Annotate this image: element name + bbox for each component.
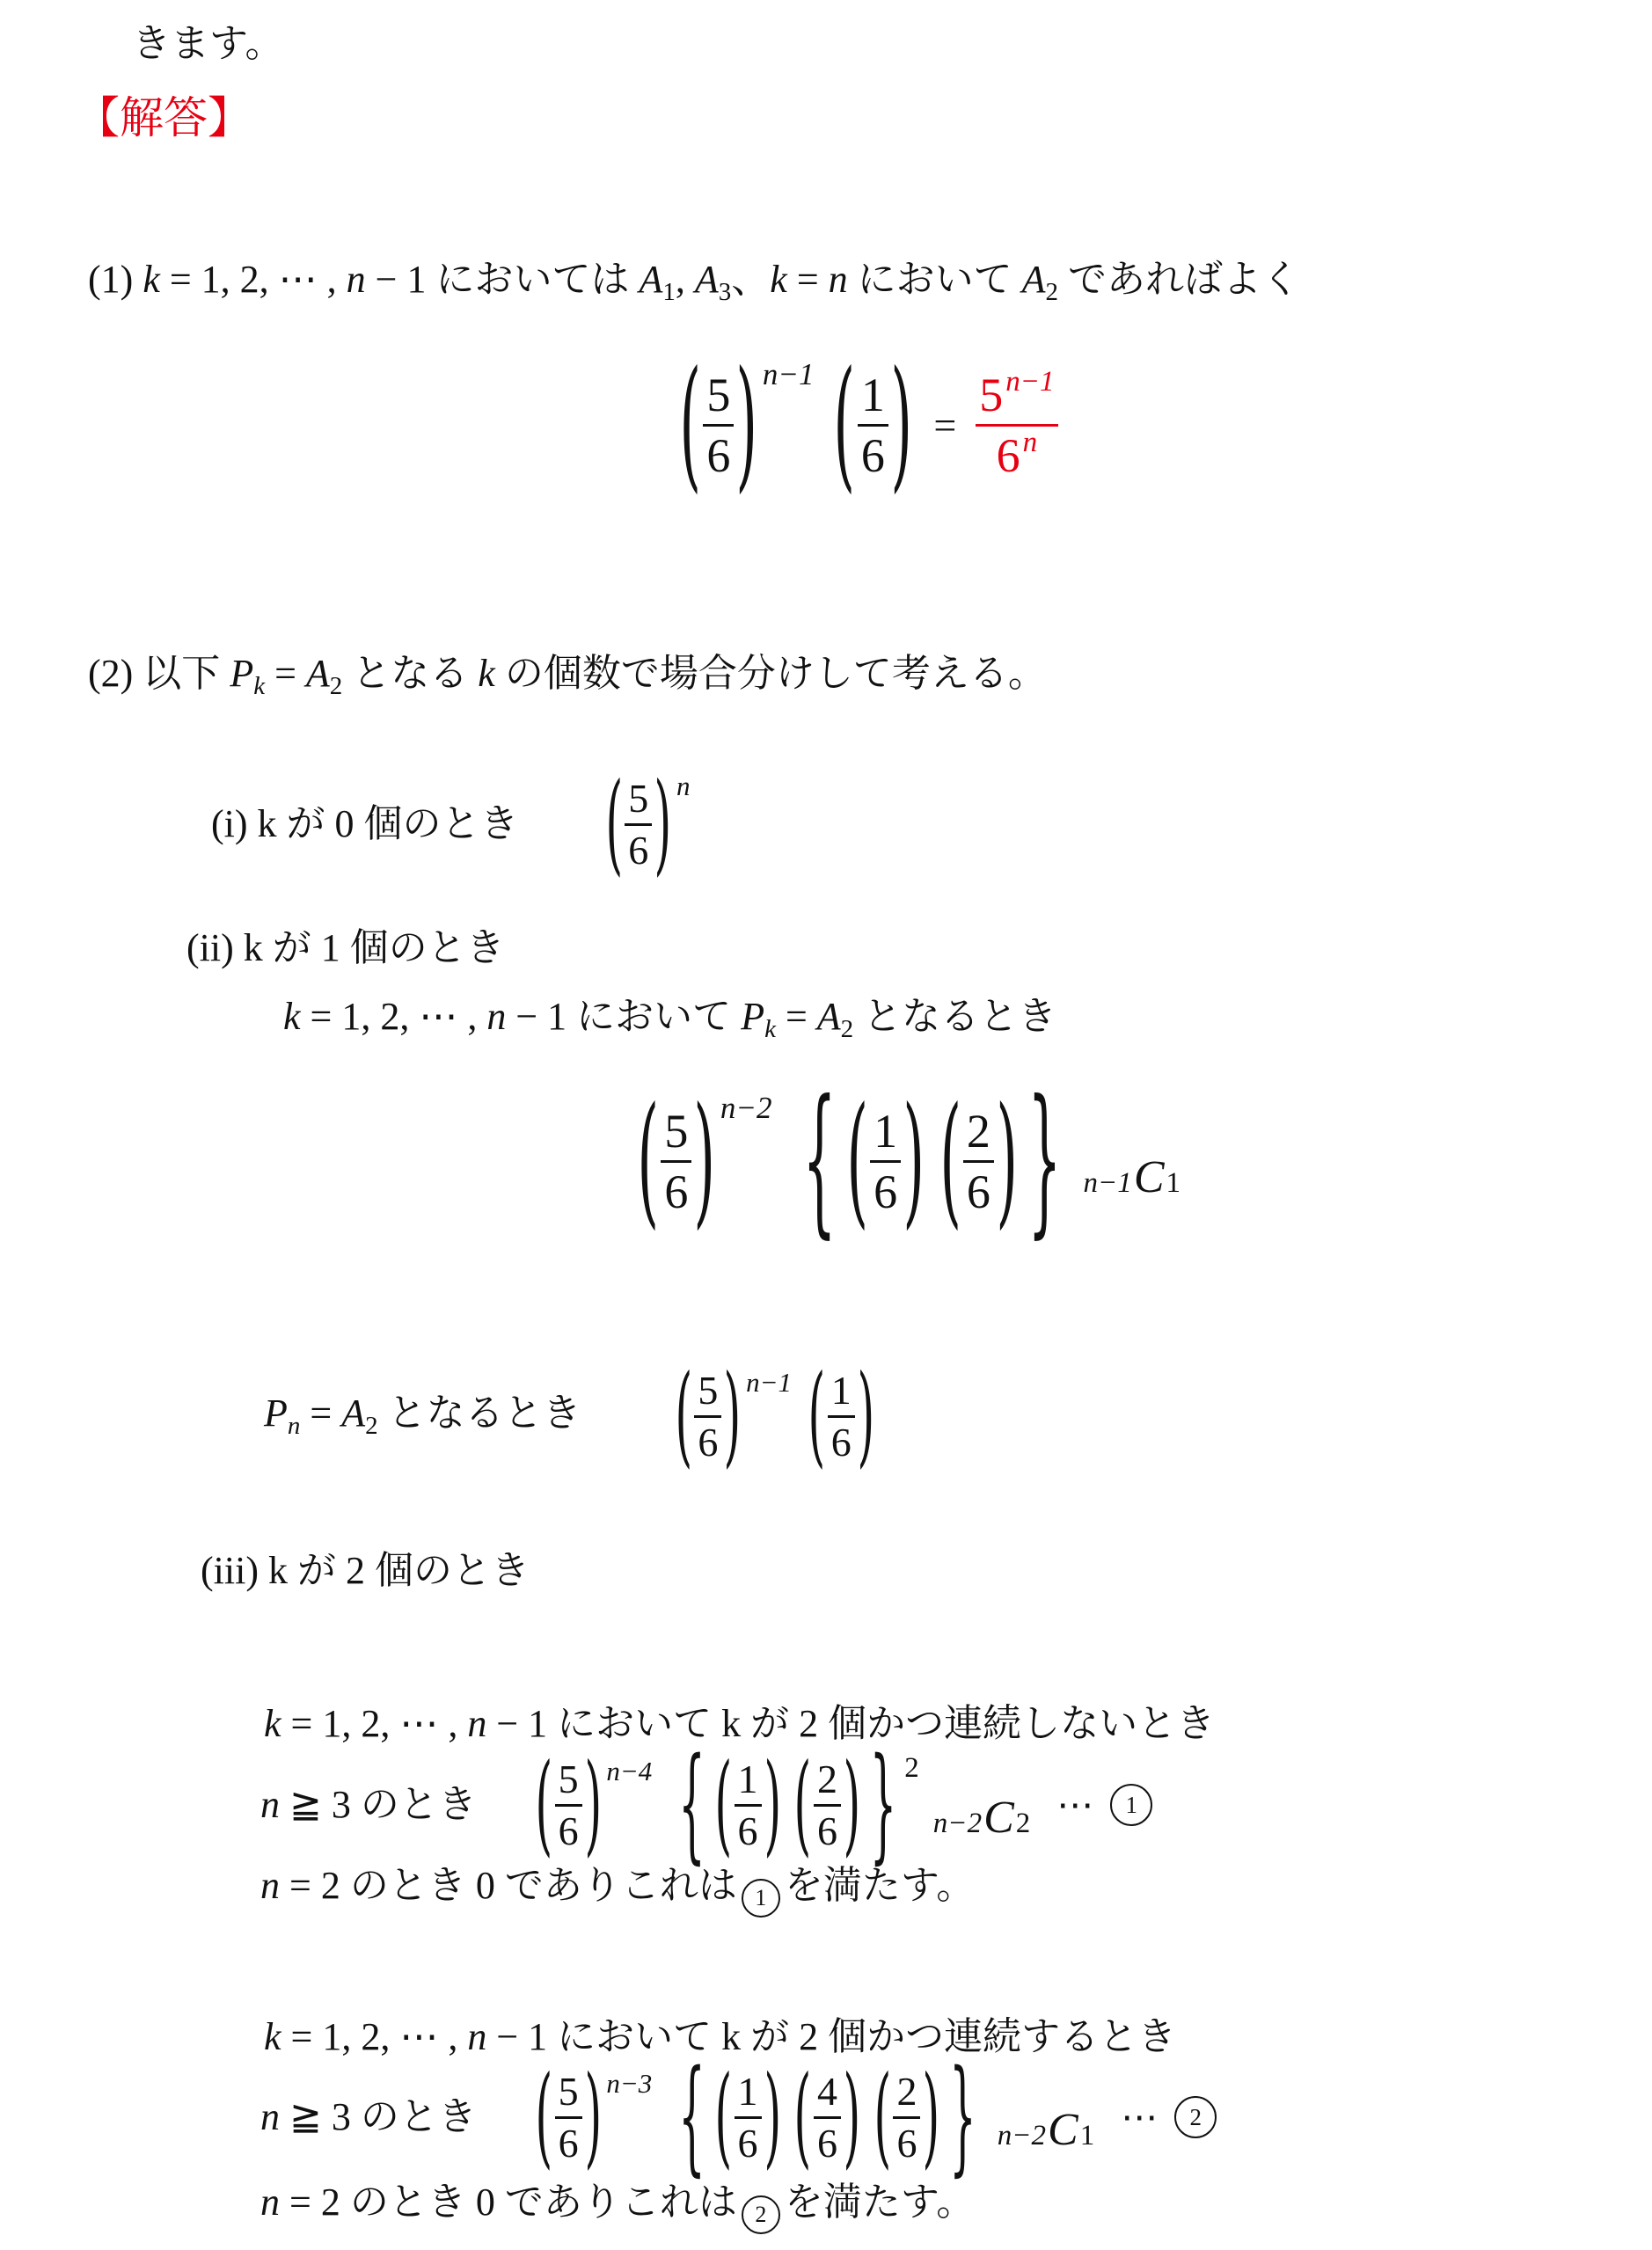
case-ii-pn-text	[264, 1391, 581, 1442]
case-ii-display-formula	[635, 1067, 1181, 1255]
case-iii-a-formula-line	[260, 1732, 1152, 1878]
paren-close: )	[723, 1352, 742, 1480]
fraction-5-6	[703, 369, 734, 481]
exponent: n	[676, 771, 691, 801]
text-segment: =	[775, 995, 817, 1038]
fraction-denominator: 6	[966, 1165, 990, 1218]
fraction-numerator: 5	[706, 368, 731, 421]
text-segment: n	[260, 2181, 280, 2224]
combination-subscript: 1	[1166, 1166, 1181, 1199]
text-segment: の個数で場合分けして考える。	[494, 652, 1047, 695]
text-segment: n	[260, 1864, 280, 1907]
fraction-5-6	[694, 1369, 721, 1465]
fraction-bar	[735, 2116, 762, 2119]
fraction-1-6	[828, 1369, 855, 1465]
tag-number: 1	[1125, 1791, 1138, 1818]
combination-symbol: C	[1048, 2104, 1078, 2155]
paren-close: )	[843, 2053, 861, 2181]
intro-line	[132, 19, 283, 68]
combination-pre-subscript: n−1	[1083, 1166, 1132, 1199]
text-segment: k	[283, 995, 301, 1038]
text-segment: − 1 において k が 2 個かつ連続しないとき	[486, 1702, 1216, 1745]
text-segment: P	[264, 1392, 288, 1435]
text-segment: = 2 のとき 0 でありこれは	[280, 1864, 737, 1907]
text-segment: n	[260, 2094, 280, 2138]
text-segment: ≧ 3 のとき	[280, 1782, 477, 1826]
fraction-denominator: 6	[896, 2120, 917, 2166]
text-segment: 3	[718, 278, 732, 306]
fraction-denominator: 6	[664, 1165, 689, 1218]
text-segment: A	[305, 652, 330, 695]
circled-number: 2	[742, 2195, 780, 2234]
fraction-numerator: 1	[737, 2068, 758, 2114]
combination-symbol: C	[983, 1792, 1014, 1843]
text-segment: ≧ 3 のとき	[280, 2094, 477, 2138]
text-segment: =	[786, 258, 829, 301]
fraction-bar	[555, 2116, 582, 2119]
text-segment: となるとき	[377, 1392, 581, 1435]
paren-close: )	[903, 1078, 925, 1245]
text-segment: 2	[1045, 278, 1059, 306]
fraction-denominator: 6	[817, 1808, 838, 1853]
n-ge-3-text	[260, 1782, 477, 1829]
fraction-bar	[828, 1415, 855, 1418]
text-segment: = 1, 2, ⋯ ,	[159, 258, 347, 301]
fraction-2-6	[814, 1757, 841, 1853]
fraction-denominator: 6	[558, 1808, 579, 1853]
text-segment: =	[300, 1392, 342, 1435]
combination-symbol: C	[1133, 1151, 1165, 1202]
fraction-1-6	[858, 369, 888, 481]
fraction-bar	[814, 2116, 841, 2119]
part1-display-formula	[677, 341, 1058, 508]
case-i-line	[211, 762, 691, 887]
text-segment: k	[478, 652, 495, 695]
text-segment: n	[467, 2015, 487, 2058]
brace-open: {	[678, 2044, 705, 2190]
case-iii-heading	[201, 1546, 530, 1595]
paren-close: )	[584, 2053, 602, 2181]
fraction-bar	[976, 424, 1057, 427]
exponent: n−4	[606, 1756, 653, 1786]
result-num-exponent: n−1	[1005, 365, 1055, 398]
paren-close: )	[735, 341, 758, 508]
fraction-numerator: 4	[817, 2068, 838, 2114]
fraction-5-6	[555, 2070, 582, 2166]
text-segment: を満たす。	[784, 2181, 976, 2224]
fraction-denominator: 6	[706, 428, 731, 482]
brace-close: }	[1027, 1067, 1062, 1255]
part2-statement	[88, 649, 1047, 702]
text-segment: (iii) k が 2 個のとき	[201, 1549, 530, 1592]
fraction-bar	[814, 1804, 841, 1807]
text-segment: (ii) k が 1 個のとき	[186, 926, 505, 969]
text-segment: A	[1021, 258, 1046, 301]
fraction-bar	[661, 1160, 691, 1163]
text-segment: = 1, 2, ⋯ ,	[281, 2015, 468, 2058]
text-segment: きます。	[132, 22, 284, 65]
case-ii-heading	[186, 924, 505, 972]
fraction-numerator: 5	[628, 775, 649, 821]
paren-close: )	[654, 760, 672, 888]
equation-tag	[1121, 2095, 1217, 2139]
part1-statement	[88, 255, 1300, 308]
case-iii-a-condition	[264, 1699, 1215, 1748]
circled-number	[1174, 2096, 1217, 2138]
brace-open: {	[802, 1067, 837, 1255]
text-segment: A	[639, 258, 663, 301]
text-segment: 2	[329, 672, 343, 700]
result-denominator	[993, 426, 1042, 482]
fraction-numerator: 1	[860, 368, 885, 421]
case-ii-line1	[283, 992, 1056, 1045]
fraction-denominator: 6	[558, 2120, 579, 2166]
fraction-bar	[963, 1160, 994, 1163]
result-den-base: 6	[996, 428, 1020, 482]
exponent: n−1	[762, 357, 815, 391]
paren-open: (	[846, 1078, 868, 1245]
fraction-bar	[694, 1415, 721, 1418]
fraction-bar	[625, 823, 652, 826]
paren-close: )	[857, 1352, 874, 1480]
paren-close: )	[890, 341, 912, 508]
fraction-4-6	[814, 2070, 841, 2166]
fraction-denominator: 6	[737, 2120, 758, 2166]
text-segment: k	[253, 672, 266, 700]
fraction-1-6	[735, 1757, 762, 1853]
text-segment: n	[467, 1702, 487, 1745]
fraction-bar	[703, 424, 734, 427]
brace-open: {	[678, 1732, 705, 1878]
fraction-numerator: 5	[664, 1104, 689, 1158]
text-segment: n	[486, 995, 507, 1038]
text-segment: (i) k が 0 個のとき	[211, 801, 519, 845]
fraction-denominator: 6	[874, 1165, 898, 1218]
equals-sign: =	[933, 402, 957, 448]
text-segment: = 1, 2, ⋯ ,	[300, 995, 487, 1038]
fraction-bar	[555, 1804, 582, 1807]
result-num-base: 5	[979, 368, 1004, 421]
text-segment: 2	[365, 1412, 378, 1441]
paren-open: (	[808, 1352, 826, 1480]
text-segment: k	[264, 2015, 281, 2058]
paren-open: (	[833, 341, 856, 508]
paren-open: (	[874, 2053, 891, 2181]
brace-close: }	[869, 1732, 897, 1878]
paren-open: (	[637, 1078, 660, 1245]
fraction-numerator: 5	[698, 1367, 719, 1413]
text-segment: k	[764, 1015, 776, 1043]
text-segment: A	[694, 258, 719, 301]
fraction-1-6	[870, 1106, 901, 1217]
text-segment: k	[770, 258, 787, 301]
combination-group	[933, 1792, 1030, 1844]
fraction-denominator: 6	[628, 827, 649, 873]
circled-number: 1	[742, 1879, 780, 1918]
paren-open: (	[535, 1741, 553, 1869]
paren-open: (	[793, 2053, 812, 2181]
text-segment: n	[346, 258, 366, 301]
text-segment: =	[265, 652, 306, 695]
paren-open: (	[939, 1078, 961, 1245]
fraction-numerator: 2	[817, 1756, 838, 1801]
text-segment: n	[828, 258, 848, 301]
fraction-numerator: 2	[966, 1104, 990, 1158]
paren-open: (	[535, 2053, 553, 2181]
text-segment: 1	[662, 278, 676, 306]
fraction-bar	[870, 1160, 901, 1163]
paren-close: )	[996, 1078, 1018, 1245]
result-fraction	[976, 365, 1057, 482]
text-segment: (2) 以下	[88, 652, 230, 695]
combination-subscript: 2	[1015, 1807, 1031, 1839]
text-segment: ,	[675, 258, 695, 301]
fraction-numerator: 1	[830, 1367, 852, 1413]
circled-number	[1110, 1784, 1152, 1826]
exponent: n−1	[746, 1367, 792, 1398]
fraction-1-6	[735, 2070, 762, 2166]
text-segment: P	[741, 995, 765, 1038]
fraction-numerator: 5	[558, 1756, 579, 1801]
text-segment: 2	[840, 1015, 854, 1043]
text-segment: A	[341, 1392, 366, 1435]
fraction-2-6	[893, 2070, 920, 2166]
paren-close: )	[923, 2053, 940, 2181]
exponent: n−2	[720, 1091, 772, 1125]
text-segment: − 1 においては	[365, 258, 640, 301]
cdots: ⋯	[1056, 1786, 1097, 1826]
fraction-denominator: 6	[817, 2120, 838, 2166]
fraction-2-6	[963, 1106, 994, 1217]
fraction-denominator: 6	[830, 1419, 852, 1465]
paren-open: (	[793, 1741, 812, 1869]
result-numerator	[976, 365, 1057, 421]
case-iii-a-note	[260, 1861, 975, 1918]
fraction-denominator: 6	[860, 428, 885, 482]
text-segment: において	[847, 258, 1022, 301]
text-segment: n	[287, 1412, 301, 1441]
text-segment: = 1, 2, ⋯ ,	[281, 1702, 468, 1745]
case-ii-pn-line	[264, 1352, 876, 1480]
text-segment: − 1 において k が 2 個かつ連続するとき	[486, 2015, 1177, 2058]
text-segment: − 1 において	[506, 995, 742, 1038]
text-segment: であればよく	[1058, 258, 1301, 301]
case-iii-b-formula-line	[260, 2044, 1217, 2190]
paren-open: (	[714, 2053, 733, 2181]
paren-close: )	[764, 1741, 781, 1869]
fraction-5-6	[555, 1757, 582, 1853]
fraction-numerator: 2	[896, 2068, 917, 2114]
text-segment: (1)	[88, 258, 143, 301]
fraction-bar	[858, 424, 888, 427]
paren-close: )	[843, 1741, 861, 1869]
combination-pre-subscript: n−2	[997, 2119, 1047, 2151]
text-segment: k	[264, 1702, 281, 1745]
combination-pre-subscript: n−2	[932, 1807, 983, 1839]
text-segment: n	[260, 1782, 280, 1826]
fraction-5-6	[625, 777, 652, 873]
text-segment: 、	[731, 258, 771, 301]
result-den-exponent: n	[1022, 426, 1038, 458]
paren-close: )	[693, 1078, 716, 1245]
group-exponent: 2	[904, 1752, 919, 1784]
paren-open: (	[679, 341, 702, 508]
exponent: n−3	[606, 2068, 653, 2099]
combination-group	[1084, 1151, 1181, 1203]
brace-close: }	[949, 2044, 976, 2190]
fraction-denominator: 6	[698, 1419, 719, 1465]
fraction-5-6	[661, 1106, 691, 1217]
paren-open: (	[714, 1741, 733, 1869]
case-i-text	[211, 801, 519, 848]
text-segment: k	[143, 258, 160, 301]
text-segment: となるとき	[853, 995, 1057, 1038]
fraction-bar	[735, 1804, 762, 1807]
combination-group	[998, 2104, 1094, 2156]
fraction-numerator: 5	[558, 2068, 579, 2114]
paren-close: )	[764, 2053, 781, 2181]
equation-tag	[1056, 1783, 1152, 1827]
fraction-numerator: 1	[874, 1104, 898, 1158]
tag-number: 2	[1189, 2103, 1202, 2130]
text-segment: = 2 のとき 0 でありこれは	[280, 2181, 737, 2224]
cdots: ⋯	[1121, 2098, 1161, 2138]
n-ge-3-text	[260, 2094, 477, 2141]
fraction-denominator: 6	[737, 1808, 758, 1853]
text-segment: を満たす。	[784, 1864, 976, 1907]
paren-open: (	[605, 760, 623, 888]
text-segment: A	[816, 995, 841, 1038]
case-iii-b-note	[260, 2178, 975, 2234]
text-segment: P	[230, 652, 254, 695]
paren-open: (	[675, 1352, 692, 1480]
text-segment: となる	[342, 652, 479, 695]
combination-subscript: 1	[1079, 2119, 1095, 2151]
fraction-numerator: 1	[737, 1756, 758, 1801]
paren-close: )	[584, 1741, 602, 1869]
answer-header: 【解答】	[76, 93, 252, 142]
fraction-bar	[893, 2116, 920, 2119]
